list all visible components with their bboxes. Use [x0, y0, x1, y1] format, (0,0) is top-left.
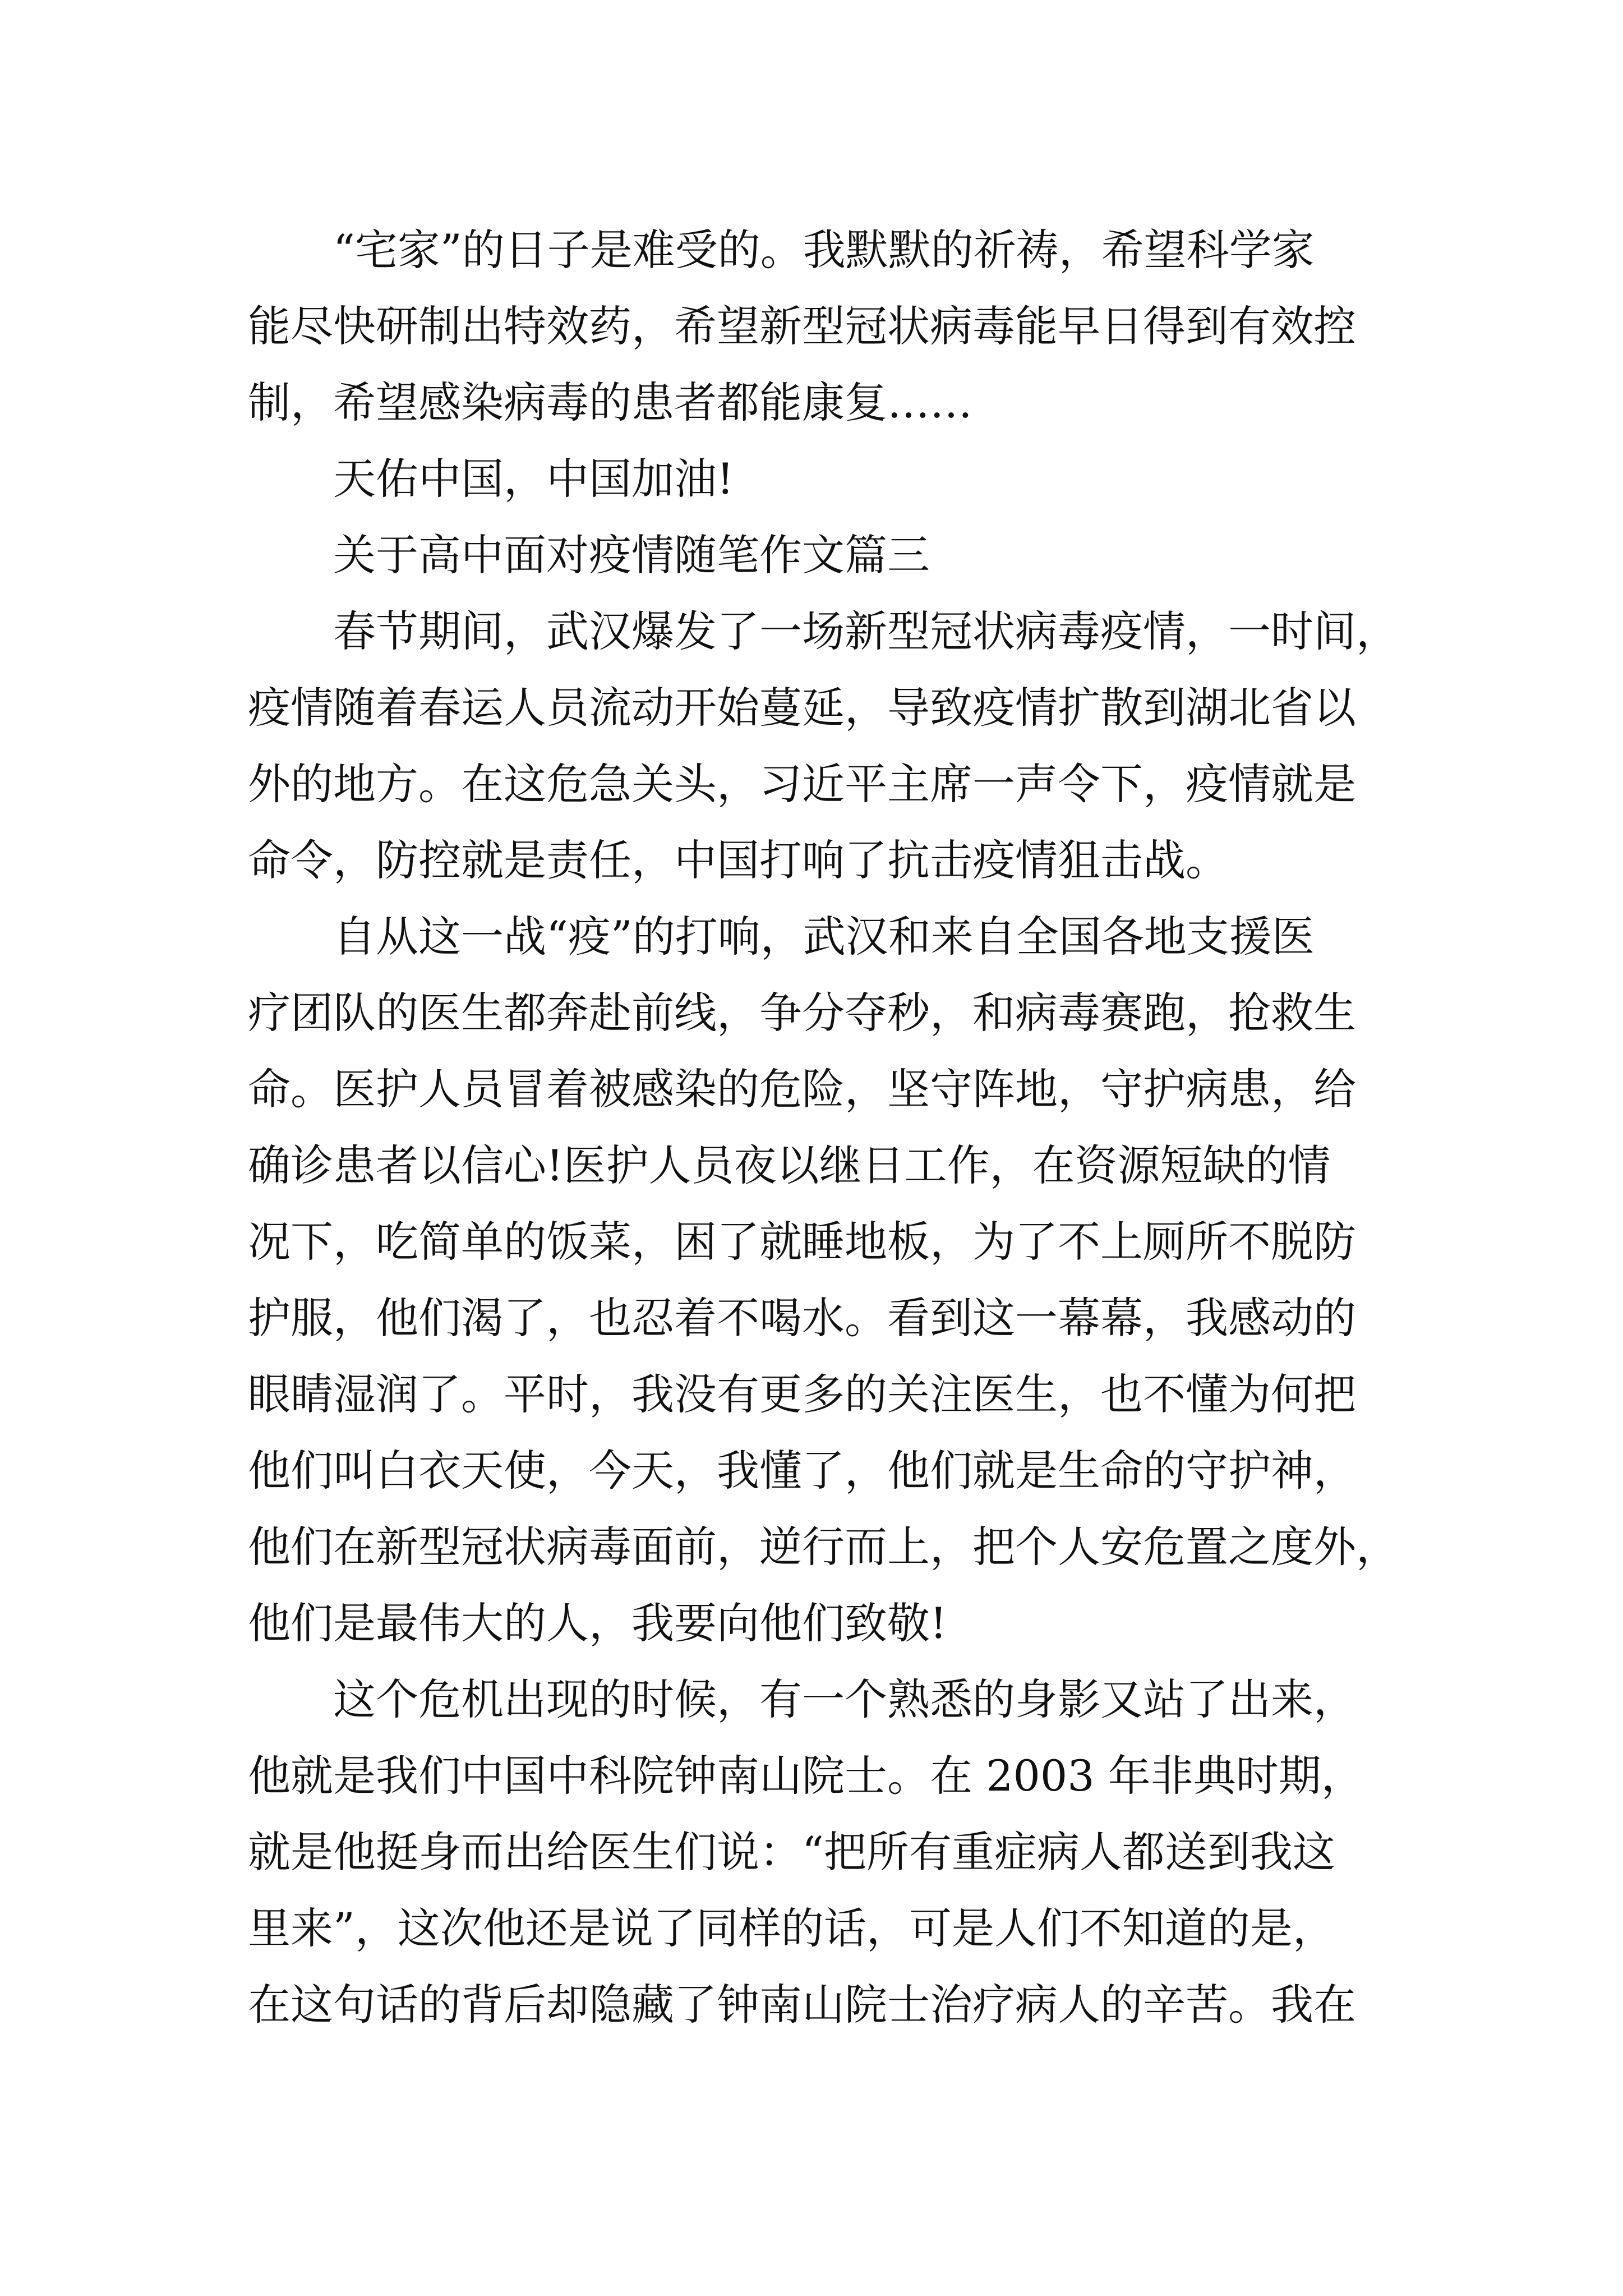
paragraph-line: 春节期间，武汉爆发了一场新型冠状病毒疫情，一时间，: [333, 606, 1399, 656]
paragraph-line: 在这句话的背后却隐藏了钟南山院士治疗病人的辛苦。我在: [248, 1980, 1356, 2030]
paragraph-line: 护服，他们渴了，也忍着不喝水。看到这一幕幕，我感动的: [248, 1293, 1356, 1343]
paragraph-line: 就是他挺身而出给医生们说：“把所有重症病人都送到我这: [248, 1827, 1335, 1877]
paragraph-line: 他就是我们中国中科院钟南山院士。在 2003 年非典时期，: [248, 1751, 1364, 1801]
paragraph-line: 自从这一战“疫”的打响，武汉和来自全国各地支援医: [333, 912, 1315, 961]
paragraph-line: 他们叫白衣天使，今天，我懂了，他们就是生命的守护神，: [248, 1446, 1356, 1496]
document-body: [248, 212, 1399, 2043]
paragraph-line: 他们是最伟大的人，我要向他们致敬!: [248, 1598, 947, 1648]
paragraph-line: 命。医护人员冒着被感染的危险，坚守阵地，守护病患，给: [248, 1064, 1356, 1114]
paragraph-line: 疗团队的医生都奔赴前线，争分夺秒，和病毒赛跑，抢救生: [248, 988, 1356, 1038]
paragraph-line: 能尽快研制出特效药，希望新型冠状病毒能早日得到有效控: [248, 301, 1356, 351]
paragraph-line: 他们在新型冠状病毒面前，逆行而上，把个人安危置之度外，: [248, 1522, 1399, 1572]
paragraph-line: 疫情随着春运人员流动开始蔓延，导致疫情扩散到湖北省以: [248, 683, 1356, 733]
paragraph-line: 确诊患者以信心!医护人员夜以继日工作，在资源短缺的情: [248, 1140, 1331, 1190]
paragraph-line: “宅家”的日子是难受的。我默默的祈祷，希望科学家: [333, 225, 1315, 275]
paragraph-line: 眼睛湿润了。平时，我没有更多的关注医生，也不懂为何把: [248, 1369, 1356, 1419]
paragraph-line: 制，希望感染病毒的患者都能康复……: [248, 378, 972, 427]
paragraph-line: 命令，防控就是责任，中国打响了抗击疫情狙击战。: [248, 835, 1228, 885]
paragraph-line: 天佑中国，中国加油!: [333, 454, 734, 504]
paragraph-line: 外的地方。在这危急关头，习近平主席一声令下，疫情就是: [248, 759, 1356, 809]
paragraph-line: 况下，吃简单的饭菜，困了就睡地板，为了不上厕所不脱防: [248, 1217, 1356, 1267]
paragraph-line: 这个危机出现的时候，有一个熟悉的身影又站了出来，: [333, 1674, 1356, 1724]
paragraph-line: 里来”，这次他还是说了同样的话，可是人们不知道的是，: [248, 1903, 1335, 1953]
section-heading: 关于高中面对疫情随笔作文篇三: [333, 530, 930, 580]
